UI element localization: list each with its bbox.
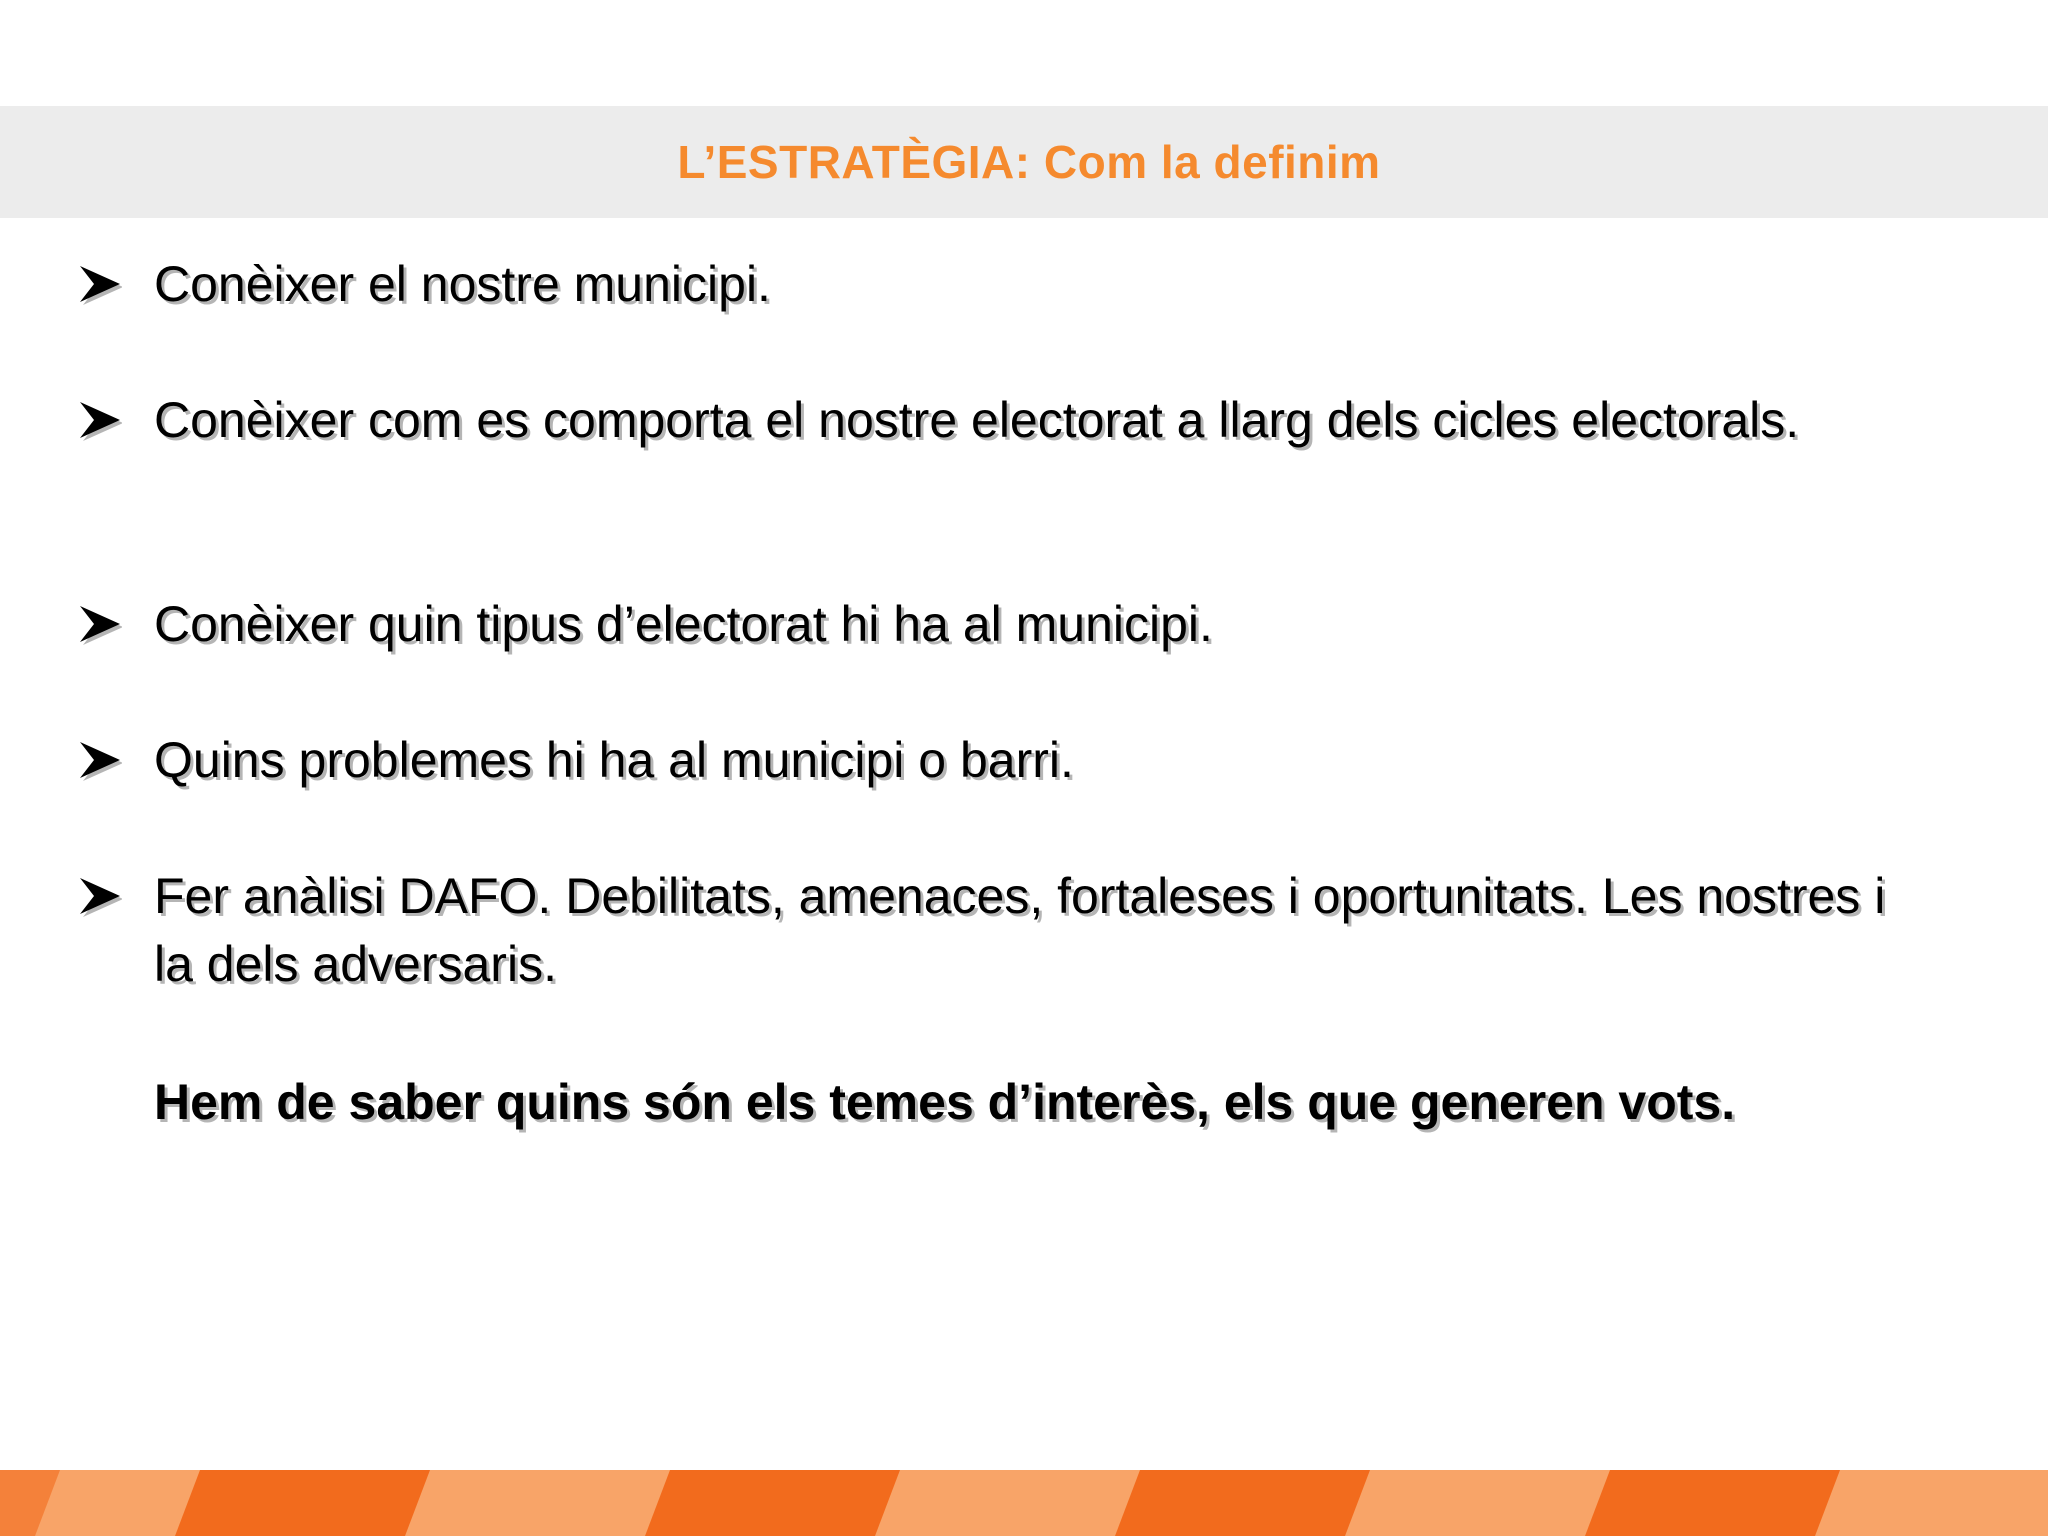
arrowhead-bullet-icon [78,262,122,306]
arrowhead-bullet-icon [78,738,122,782]
arrowhead-bullet-icon [78,398,122,442]
bullet-text: Conèixer el nostre municipi. [154,256,771,312]
bullet-text: Conèixer com es comporta el nostre electorat a llarg dels cicles electorals. [154,392,1800,448]
bullet-text: Conèixer quin tipus d’electorat hi ha al municipi. [154,596,1213,652]
bullet-text: Quins problemes hi ha al municipi o barri. [154,732,1074,788]
arrowhead-bullet-icon [78,602,122,646]
arrowhead-bullet-icon [78,874,122,918]
title-bar [0,106,2048,218]
slide-title: L’ESTRATÈGIA: Com la definim [677,136,1381,188]
bullet-text: Fer anàlisi DAFO. Debilitats, amenaces, fortaleses i oportunitats. Les nostres i la dels adversaris. [154,868,1886,992]
key-note: Hem de saber quins són els temes d’interès, els que generen vots. [154,1074,1736,1130]
footer-stripe-band [0,1470,2048,1536]
